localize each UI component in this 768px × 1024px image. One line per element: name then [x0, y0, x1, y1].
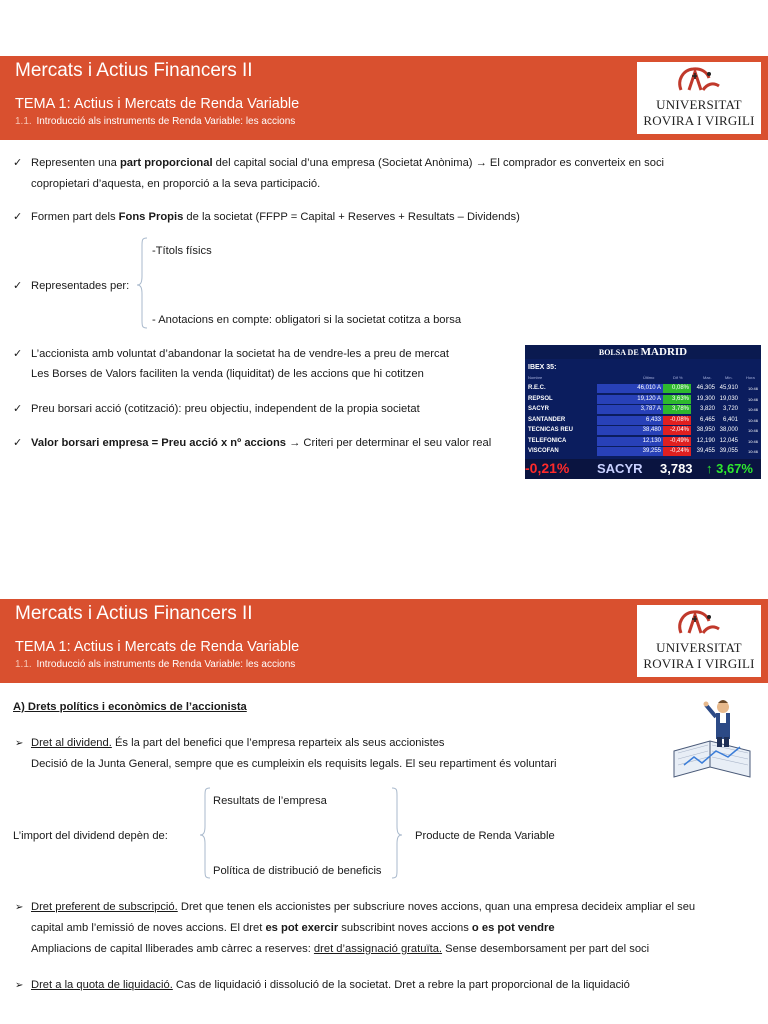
bullet-1-line-2: copropietari d’aquesta, en proporció a la seva participació. [31, 178, 321, 190]
bolsa-time: 10:46 [747, 417, 758, 423]
tema-title: TEMA 1: Actius i Mercats de Renda Variable [15, 96, 300, 112]
dividend-line-2: Decisió de la Junta General, sempre que es cumpleixin els requisits legals. El seu repartiment és voluntari [31, 758, 557, 770]
bolsa-time: 10:46 [747, 428, 758, 433]
bolsa-min: 12,045 [719, 437, 738, 444]
slide-2 [0, 575, 768, 1024]
bolsa-min: 6,401 [722, 416, 738, 423]
university-logo [637, 62, 761, 134]
logo-emblem-icon [637, 605, 761, 641]
logo-text-line1: UNIVERSITAT [656, 97, 742, 112]
bolsa-title: BOLSA DE MADRID [525, 345, 761, 359]
arrow-bullet-icon: ➢ [15, 902, 24, 913]
ticker-percent: -0,21% [525, 460, 570, 476]
arrow-bullet-icon: ➢ [15, 980, 24, 991]
businessman-chart-illustration [664, 691, 756, 785]
tema-title: TEMA 1: Actius i Mercats de Renda Variable [15, 639, 300, 655]
ticker-name: SACYR [597, 461, 643, 476]
bolsa-max: 12,190 [696, 437, 715, 444]
course-title: Mercats i Actius Financers II [15, 60, 253, 81]
bolsa-change-pct: -0,49% [663, 437, 691, 446]
bolsa-stock-name: R.E.C. [528, 385, 546, 391]
bullet-2: Formen part dels Fons Propis de la societat (FFPP = Capital + Reserves + Resultats – Dividends) [31, 211, 520, 223]
bolsa-max: 46,305 [696, 385, 715, 391]
bolsa-last-price: 6,433 [597, 416, 663, 425]
bolsa-change-pct: -2,04% [663, 426, 691, 435]
bolsa-min: 39,055 [719, 448, 738, 454]
dividend-product-label: Producte de Renda Variable [415, 830, 555, 842]
bolsa-time: 10:46 [747, 386, 758, 391]
logo-text-line1: UNIVERSITAT [656, 640, 742, 655]
subscription-line-3: Ampliacions de capital lliberades amb càrrec a reserves: dret d’assignació gratuïta. Sense desemborsament per part del soci [31, 943, 650, 955]
subtopic-number: 1.1. [15, 659, 32, 670]
bolsa-stock-name: REPSOL [528, 395, 553, 402]
bolsa-stock-name: SACYR [528, 406, 550, 412]
bolsa-index-label: IBEX 35: [528, 364, 557, 371]
bolsa-max: 38,950 [696, 427, 715, 433]
bullet-1-line-1: Representen una part proporcional del capital social d’una empresa (Societat Anònima) → El comprador es converteix en soci [31, 157, 665, 169]
course-title: Mercats i Actius Financers II [15, 603, 253, 624]
bolsa-time: 10:46 [747, 438, 758, 444]
representation-option-2: - Anotacions en compte: obligatori si la societat cotitza a borsa [152, 314, 462, 326]
check-icon: ✓ [13, 280, 23, 292]
subscription-line-1: Dret preferent de subscripció. Dret que tenen els accionistes per subscriure noves accions, quan una empresa decideix ampliar el seu [31, 901, 696, 913]
dividend-factor-2: Política de distribució de beneficis [213, 865, 382, 877]
bolsa-row [525, 447, 761, 456]
subtopic-title [15, 116, 295, 127]
bullet-6: Valor borsari empresa = Preu acció x nº accions → Criteri per determinar el seu valor real [31, 437, 492, 449]
bolsa-time: 10:46 [747, 396, 758, 402]
bolsa-last-price: 39,255 [597, 447, 663, 456]
bullet-5: Preu borsari acció (cotització): preu objectiu, independent de la propia societat [31, 403, 420, 415]
brace-icon [135, 236, 149, 330]
bolsa-last-price: 19,120 A [597, 395, 663, 404]
dividend-line-1: Dret al dividend. És la part del benefici que l’empresa reparteix als seus accionistes [31, 737, 445, 749]
brace-right-icon [390, 786, 404, 880]
bolsa-min: 3,720 [722, 406, 738, 412]
bolsa-change-pct: -0,24% [663, 447, 691, 456]
bullet-4-line-1: L’accionista amb voluntat d’abandonar la societat ha de vendre-les a preu de mercat [31, 348, 449, 360]
subtopic-text: Introducció als instruments de Renda Variable: les accions [36, 116, 296, 127]
bolsa-row [525, 416, 761, 425]
bolsa-change-pct: -0,08% [663, 416, 691, 425]
bolsa-min: 38,000 [719, 427, 738, 433]
bolsa-time: 10:46 [747, 407, 758, 412]
check-icon: ✓ [13, 348, 23, 360]
check-icon: ✓ [13, 157, 23, 169]
bolsa-last-price: 12,130 [597, 437, 663, 446]
bolsa-change-pct: 3,78% [663, 405, 691, 414]
bolsa-max: 39,455 [696, 448, 715, 454]
check-icon: ✓ [13, 437, 23, 449]
subtopic-number: 1.1. [15, 116, 32, 127]
subscription-line-2: capital amb l’emissió de noves accions. El dret es pot exercir subscribint noves accions o es pot vendre [31, 922, 555, 934]
bolsa-last-price: 38,480 [597, 426, 663, 435]
bolsa-stock-name: SANTANDER [528, 416, 566, 423]
bolsa-max: 6,465 [699, 416, 715, 423]
bolsa-change-pct: 3,63% [663, 395, 691, 404]
bolsa-min: 19,030 [719, 395, 738, 402]
bolsa-max: 3,820 [699, 406, 715, 412]
bolsa-madrid-image [525, 345, 761, 479]
slide-header [0, 56, 768, 140]
slide-header [0, 599, 768, 683]
bolsa-last-price: 3,787 A [597, 405, 663, 414]
bolsa-column-headers: Nombre Último Dif % Max. Min. Hora [528, 375, 755, 380]
ticker-change: ↑ 3,67% [706, 461, 753, 476]
check-icon: ✓ [13, 211, 23, 223]
check-icon: ✓ [13, 403, 23, 415]
brace-left-icon [198, 786, 212, 880]
university-logo [637, 605, 761, 677]
dividend-depends-label: L’import del dividend depèn de: [13, 830, 168, 842]
logo-text-line2: ROVIRA I VIRGILI [643, 656, 755, 671]
section-heading: A) Drets polítics i econòmics de l’accionista [13, 701, 247, 713]
bolsa-time: 10:46 [747, 449, 758, 454]
arrow-bullet-icon: ➢ [15, 738, 24, 749]
logo-emblem-icon [637, 62, 761, 98]
bolsa-change-pct: 0,08% [663, 384, 691, 393]
bolsa-stock-name: VISCOFAN [528, 448, 559, 454]
dividend-factor-1: Resultats de l’empresa [213, 795, 327, 807]
bolsa-last-price: 46,010 A [597, 384, 663, 393]
ticker-value: 3,783 [660, 461, 693, 476]
subtopic-title [15, 659, 295, 670]
bolsa-row [525, 384, 761, 393]
representation-option-1: -Títols físics [152, 245, 212, 257]
bolsa-stock-name: TELEFONICA [528, 437, 567, 444]
bolsa-row [525, 437, 761, 446]
bolsa-stock-name: TECNICAS REU [528, 427, 574, 433]
subtopic-text: Introducció als instruments de Renda Variable: les accions [36, 659, 296, 670]
bolsa-ticker [525, 459, 761, 479]
bolsa-row [525, 395, 761, 404]
liquidation-line: Dret a la quota de liquidació. Cas de liquidació i dissolució de la societat. Dret a rebre la part proporcional de la liquidació [31, 979, 630, 991]
bolsa-max: 19,300 [696, 395, 715, 402]
bullet-3-label: Representades per: [31, 280, 130, 292]
bolsa-min: 45,910 [719, 385, 738, 391]
logo-text-line2: ROVIRA I VIRGILI [643, 113, 755, 128]
bolsa-row [525, 426, 761, 435]
bullet-4-line-2: Les Borses de Valors faciliten la venda (liquiditat) de les accions que hi cotitzen [31, 368, 424, 380]
bolsa-row [525, 405, 761, 414]
